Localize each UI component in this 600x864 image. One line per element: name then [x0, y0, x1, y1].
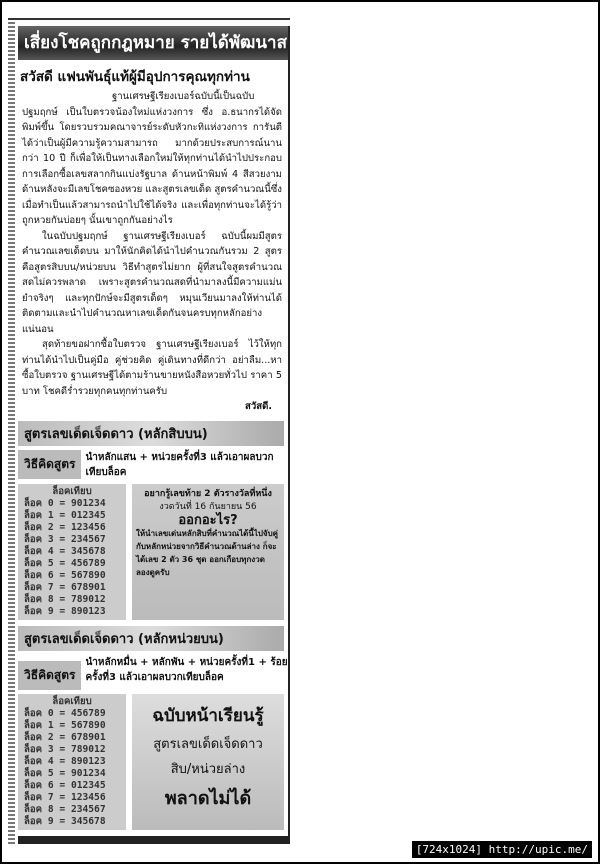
section-title-units: สูตรเลขเด็ดเจ็ดดาว (หลักหน่วยบน)	[18, 626, 284, 651]
lock-row: ล็อค 9 = 345678	[24, 815, 106, 827]
bottom-bar	[18, 836, 290, 844]
method-text: นำหลักหมื่น + หลักพัน + หน่วยครั้งที่1 + ร้อยครั้งที่3 แล้วเอาผลบวกเทียบล็อค	[85, 656, 288, 683]
next-issue-promo	[132, 694, 284, 830]
header-banner: เสี่ยงโชคถูกกฎหมาย รายได้พัฒนาส	[18, 26, 288, 60]
promo-line: สิบ/หน่วยล่าง	[170, 761, 246, 777]
lock-row: ล็อค 6 = 567890	[24, 569, 106, 581]
lock-row: ล็อค 1 = 567890	[24, 719, 106, 731]
lock-row: ล็อค 0 = 456789	[24, 707, 106, 719]
lock-row: ล็อค 9 = 890123	[24, 605, 106, 617]
promo-line: สูตรเลขเด็ดเจ็ดดาว	[153, 736, 263, 752]
lock-row: ล็อค 8 = 789012	[24, 593, 106, 605]
info-box	[132, 484, 284, 620]
lock-row: ล็อค 1 = 012345	[24, 509, 106, 521]
info-date: งวดวันที่ 16 กันยายน 56	[159, 501, 257, 512]
newspaper-clipping	[8, 18, 290, 844]
lock-row: ล็อค 2 = 678901	[24, 731, 106, 743]
method-units	[18, 655, 288, 690]
method-label: วิธีคิดสูตร	[18, 661, 81, 690]
paragraph: ในฉบับปฐมฤกษ์ ฐานเศรษฐีเรียงเบอร์ ฉบับนี้ผมมีสูตรคำนวณเลขเด็ดบน มาให้นักคิดได้นำไปคำนวณกันรวม 2 สูตร คือสูตรสิบบน/หน่วยบน วิธีทำสูตรไม่ยาก ผู้ที่สนใจสูตรคำนวณสดไม่ควรพลาด เพราะสูตรคำนวณสดที่นำมาลงนี้มีความแม่นยำจริงๆ และทุกปักษ์จะมีสูตรเด็ดๆ หมุนเวียนมาลงให้ท่านได้ติดตามและนำไปคำนวณหาเลขเด็ดกันจนครบทุกหลักอย่างแน่นอน	[22, 230, 282, 335]
lock-table-tens	[18, 484, 126, 620]
lock-row: ล็อค 3 = 789012	[24, 743, 106, 755]
article-body	[18, 89, 288, 415]
info-question: ออกอะไร?	[178, 512, 238, 528]
lock-row: ล็อค 5 = 456789	[24, 557, 106, 569]
method-label: วิธีคิดสูตร	[18, 450, 81, 479]
greeting-heading: สวัสดี แฟนพันธุ์แท้ผู้มีอุปการคุณทุกท่าน	[20, 69, 250, 85]
lock-header: ล็อคเทียบ	[52, 695, 92, 707]
lock-header: ล็อคเทียบ	[52, 485, 92, 497]
lock-row: ล็อค 7 = 678901	[24, 581, 106, 593]
lock-row: ล็อค 6 = 012345	[24, 779, 106, 791]
lock-row: ล็อค 3 = 234567	[24, 533, 106, 545]
promo-line: พลาดไม่ได้	[164, 787, 252, 809]
paragraph: สุดท้ายขอฝากซื้อใบตรวจ ฐานเศรษฐีเรียงเบอร์ ไว้ให้ทุกท่านได้นำไปเป็นคู่มือ คู่ช่วยคิด คู่เดินทางที่ดีกว่า อย่าลืม...หาซื้อใบตรวจ ฐานเศรษฐีได้ตามร้านขายหนังสือหวยทั่วไป ราคา 5 บาท โชคดีร่ำรวยทุกคนทุกท่านครับ	[22, 339, 282, 397]
decorative-border	[8, 20, 15, 844]
lock-row: ล็อค 7 = 123456	[24, 791, 106, 803]
lock-row: ล็อค 4 = 345678	[24, 545, 106, 557]
info-text: ให้นำเลขเด่นหลักสิบที่คำนวณได้นี้ไปจับคู่กับหลักหน่วยจากวิธีคำนวณด้านล่าง ก็จะได้เลข 2 ตัว 36 ชุด ออกเกือบทุกงวด ลองดูครับ	[136, 528, 279, 577]
watermark: [724x1024] http://upic.me/	[412, 841, 592, 858]
lock-row: ล็อค 2 = 123456	[24, 521, 106, 533]
lock-row: ล็อค 8 = 234567	[24, 803, 106, 815]
info-line: อยากรู้เลขท้าย 2 ตัวรางวัลที่หนึ่ง	[144, 488, 272, 499]
lock-row: ล็อค 4 = 890123	[24, 755, 106, 767]
promo-line: ฉบับหน้าเรียนรู้	[152, 705, 264, 726]
lock-row: ล็อค 0 = 901234	[24, 497, 106, 509]
section-title-tens: สูตรเลขเด็ดเจ็ดดาว (หลักสิบบน)	[18, 421, 284, 446]
signoff: สวัสดี.	[245, 401, 272, 412]
lock-row: ล็อค 5 = 901234	[24, 767, 106, 779]
paragraph: ฐานเศรษฐีเรียงเบอร์ฉบับนี้เป็นฉบับปฐมฤกษ์ เป็นใบตรวจน้องใหม่แห่งวงการ ซึ่ง อ.ธนากรได้จัดพิมพ์ขึ้น โดยรวบรวมคณาจารย์ระดับหัวกะทิแห่งวงการ การันตีได้ว่าเป็นผู้มีความรู้ความสามารถ มากด้วยประสบการณ์นานกว่า 10 ปี ก็เพื่อให้เป็นทางเลือกใหม่ให้ทุกท่านได้นำไปประกอบการเลือกซื้อเลขสลากกินแบ่งรัฐบาล ด้านหน้าพิมพ์ 4 สีสวยงาม ด้านหลังจะมีเลขโชคซองหวย และสูตรเลขเด็ด สูตรคำนวณนี้ซึ่งเมื่อทำเป็นแล้วสามารถนำไปใช้ได้จริง และเพื่อทุกท่านจะได้รู้ว่าถูกหวยกันบ่อยๆ นั้นเขาถูกกันอย่างไร	[22, 91, 282, 226]
lock-table-units	[18, 694, 126, 830]
method-tens	[18, 450, 288, 480]
method-text: นำหลักแสน + หน่วยครั้งที่3 แล้วเอาผลบวกเทียบล็อค	[85, 451, 274, 478]
